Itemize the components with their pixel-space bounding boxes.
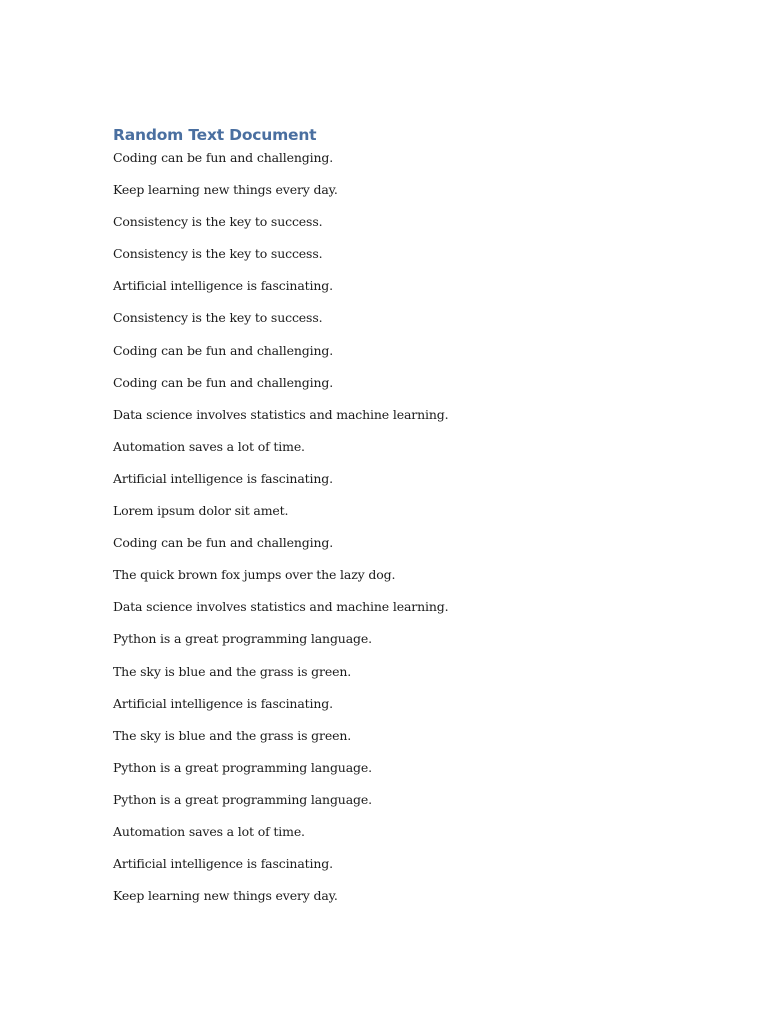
text-line: Consistency is the key to success. — [113, 310, 323, 326]
document-body — [113, 146, 713, 916]
text-line: Python is a great programming language. — [113, 791, 372, 807]
document-page — [113, 124, 713, 916]
document-title: Random Text Document — [113, 126, 317, 144]
text-line: Data science involves statistics and machine learning. — [113, 599, 449, 615]
text-line: The quick brown fox jumps over the lazy dog. — [113, 567, 396, 583]
text-line: Python is a great programming language. — [113, 759, 372, 775]
text-line: Consistency is the key to success. — [113, 214, 323, 230]
text-line: Data science involves statistics and machine learning. — [113, 406, 449, 422]
text-line: Coding can be fun and challenging. — [113, 342, 334, 358]
text-line: Artificial intelligence is fascinating. — [113, 695, 333, 711]
text-line: Keep learning new things every day. — [113, 182, 338, 198]
text-line: Python is a great programming language. — [113, 631, 372, 647]
text-line: Consistency is the key to success. — [113, 246, 323, 262]
text-line: Artificial intelligence is fascinating. — [113, 470, 333, 486]
text-line: Automation saves a lot of time. — [113, 438, 305, 454]
text-line: Keep learning new things every day. — [113, 888, 338, 904]
text-line: Automation saves a lot of time. — [113, 823, 305, 839]
text-line: Artificial intelligence is fascinating. — [113, 856, 333, 872]
text-line: The sky is blue and the grass is green. — [113, 727, 352, 743]
text-line: Coding can be fun and challenging. — [113, 150, 334, 165]
text-line: Lorem ipsum dolor sit amet. — [113, 503, 289, 519]
text-line: Coding can be fun and challenging. — [113, 535, 334, 551]
text-line: Artificial intelligence is fascinating. — [113, 278, 333, 294]
text-line: Coding can be fun and challenging. — [113, 374, 334, 390]
text-line: The sky is blue and the grass is green. — [113, 663, 352, 679]
